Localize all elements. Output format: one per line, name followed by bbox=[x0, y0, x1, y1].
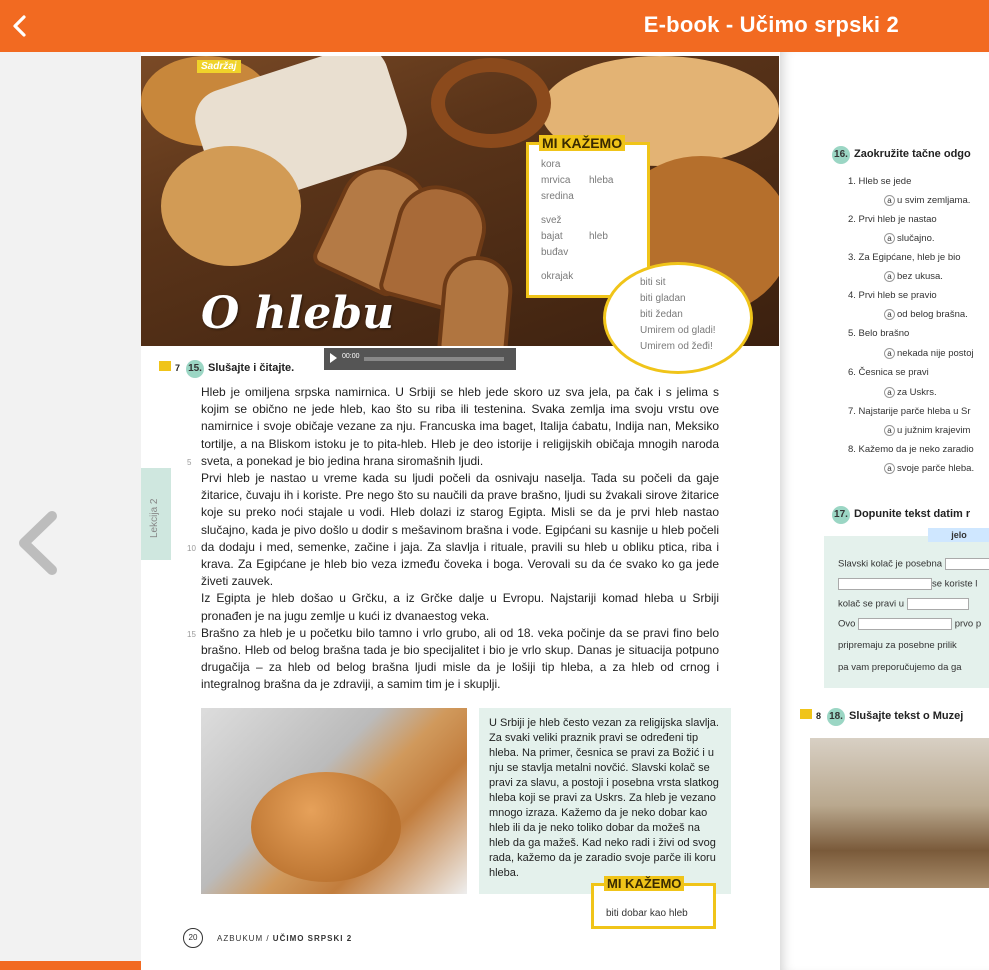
fill-text: se koriste l bbox=[932, 578, 978, 590]
left-page bbox=[141, 52, 780, 970]
fill-line: pripremaju za posebne prilik bbox=[838, 640, 957, 651]
option-marker: a bbox=[884, 425, 895, 436]
fill-text: prvo p bbox=[954, 618, 982, 630]
app-title: E-book - Učimo srpski 2 bbox=[643, 12, 899, 37]
exercise-number: 15. bbox=[186, 360, 204, 378]
mi-kazemo-phrase: biti dobar kao hleb bbox=[606, 908, 688, 919]
fill-text: kolač se pravi u bbox=[838, 598, 905, 610]
phrases-circle bbox=[603, 262, 753, 374]
exercise-number: 17. bbox=[832, 506, 850, 524]
answer-text: bez ukusa. bbox=[897, 271, 943, 282]
line-number: 15 bbox=[187, 630, 196, 639]
answer-option[interactable] bbox=[884, 425, 970, 436]
blank-input[interactable] bbox=[945, 558, 989, 570]
exercise-17-heading bbox=[832, 506, 970, 524]
answer-text: svoje parče hleba. bbox=[897, 463, 975, 474]
pretzel-image bbox=[431, 58, 551, 148]
lesson-title: O hlebu bbox=[201, 288, 395, 339]
question: 2. Prvi hleb je nastao bbox=[848, 214, 937, 225]
question: 1. Hleb se jede bbox=[848, 176, 912, 187]
option-marker: a bbox=[884, 309, 895, 320]
progress-strip bbox=[0, 961, 141, 970]
museum-photo bbox=[810, 738, 989, 888]
bread-image bbox=[251, 772, 401, 882]
lesson-tab[interactable] bbox=[141, 468, 171, 560]
back-icon[interactable] bbox=[6, 12, 34, 40]
page-footer bbox=[217, 934, 352, 943]
blank-input[interactable] bbox=[858, 618, 952, 630]
answer-option[interactable] bbox=[884, 233, 935, 244]
contents-link[interactable]: Sadržaj bbox=[197, 60, 241, 73]
vocab-word: bajat bbox=[541, 231, 563, 242]
exercise-number: 18. bbox=[827, 708, 845, 726]
fill-line bbox=[838, 618, 981, 630]
answer-option[interactable] bbox=[884, 195, 970, 206]
audio-progress-bar[interactable] bbox=[364, 357, 504, 361]
track-number: 8 bbox=[816, 711, 822, 721]
vocab-word: hleba bbox=[589, 175, 614, 186]
phrase: biti gladan bbox=[640, 293, 686, 304]
answer-option[interactable] bbox=[884, 463, 974, 474]
audio-time: 00:00 bbox=[342, 353, 360, 360]
blank-input[interactable] bbox=[907, 598, 969, 610]
vocab-word: kora bbox=[541, 159, 561, 170]
mi-kazemo-title: MI KAŽEMO bbox=[604, 876, 684, 891]
speaker-icon[interactable] bbox=[800, 709, 812, 719]
fill-text: Slavski kolač je posebna bbox=[838, 558, 943, 570]
paragraph: Brašno za hleb je u početku bilo tamno i vrlo grubo, ali od 18. veka počinje da se pravi fino belo brašno. Hleb od belog brašna tada je bio specijalitet i bio je vrlo skup. Danas je situacija potpuno drugačija – za hleb od belog brašna ljudi misle da je lošiji tip hleba, a za hleb od crnog i integralnog brašna da je zdraviji, a samim tim je i skuplji. bbox=[201, 625, 719, 692]
footer-book-title: UČIMO SRPSKI 2 bbox=[272, 934, 353, 943]
phrase: biti žedan bbox=[640, 309, 683, 320]
line-number: 5 bbox=[187, 458, 192, 467]
exercise-15-heading bbox=[159, 360, 294, 378]
answer-text: za Uskrs. bbox=[897, 387, 937, 398]
vocab-word: okrajak bbox=[541, 271, 574, 282]
page-number: 20 bbox=[183, 928, 203, 948]
vocab-word: hleb bbox=[589, 231, 608, 242]
line-number: 10 bbox=[187, 544, 196, 553]
right-page bbox=[780, 52, 989, 970]
play-icon[interactable] bbox=[330, 353, 337, 363]
answer-option[interactable] bbox=[884, 348, 974, 359]
reading-text bbox=[201, 384, 719, 694]
exercise-18-heading bbox=[800, 708, 963, 726]
paragraph: Prvi hleb je nastao u vreme kada su ljudi počeli da osnivaju naselja. Tada su počeli da gaje žitarice, čuvaju ih i koriste. Pre nego što su naučili da prave brašno, ljudi su žvakali sirove žitarice koje su preko noći stajale u vodi. Hleb dolazi iz starog Egipta. Misli se da je prvi hleb nastao slučajno, kada je pivo došlo u dodir s mešavinom brašna i vode. Egipćani su kasnije u hleb počeli da dodaju i med, semenke, začine i jaja. Za slavlja i rituale, pravili su hleb u obliku ptica, riba i krava. Za Egipćane je hleb bio veza između čoveka i boga. Verovali su da će svako ko ga jede živeti zauvek. bbox=[201, 471, 719, 589]
audio-player[interactable] bbox=[324, 348, 516, 370]
info-box bbox=[479, 708, 731, 894]
previous-page-icon[interactable] bbox=[14, 508, 60, 578]
option-marker: a bbox=[884, 348, 895, 359]
bread-image bbox=[161, 146, 301, 266]
paragraph: Iz Egipta je hleb došao u Grčku, a iz Grčke dalje u Evropu. Najstariji komad hleba u Srbiji pronađen je na jugu zemlje u kući iz dvanaestog veka. bbox=[201, 591, 719, 623]
exercise-number: 16. bbox=[832, 146, 850, 164]
answer-option[interactable] bbox=[884, 271, 943, 282]
blank-input[interactable] bbox=[838, 578, 932, 590]
slavski-kolac-photo bbox=[201, 708, 467, 894]
footer-publisher: AZBUKUM / bbox=[217, 934, 270, 943]
info-text: U Srbiji je hleb često vezan za religijska slavlja. Za svaki veliki praznik pravi se određeni tip hleba. Na primer, česnica se pravi za Božić i u nju se stavlja metalni novčić. Slavski kolač se pravi za slavu, a postoji i posebna vrsta slatkog hleba koji se pravi za Uskrs. Za hleb je vezano mnogo izraza. Kažemo da je neko dobar kao hleb ili da je neko toliko dobar da možeš na hleb da ga mažeš. Kad neko radi i živi od svog rada, kažemo da je zaradio svoje parče ili koru hleba. bbox=[489, 717, 719, 879]
exercise-title: Slušajte tekst o Muzej bbox=[849, 710, 964, 722]
vocab-word: mrvica bbox=[541, 175, 571, 186]
answer-text: od belog brašna. bbox=[897, 309, 968, 320]
question: 7. Najstarije parče hleba u Sr bbox=[848, 406, 971, 417]
fill-line bbox=[838, 578, 977, 590]
option-marker: a bbox=[884, 387, 895, 398]
track-number: 7 bbox=[175, 363, 181, 373]
question: 4. Prvi hleb se pravio bbox=[848, 290, 937, 301]
vocab-word: svež bbox=[541, 215, 562, 226]
phrase: Umirem od žeđi! bbox=[640, 341, 713, 352]
mi-kazemo-title: MI KAŽEMO bbox=[539, 135, 625, 151]
paragraph: Hleb je omiljena srpska namirnica. U Srbiji se hleb jede skoro uz sva jela, pa čak i s jelima s kojim se obično ne jede hleb, kao što su riba ili testenina. Svaka zemlja ima svoju vrstu ove namirnice i svoje običaje vezane za nju. Francuska ima baget, Italija ćabatu, Indija nan, Meksiko tortilje, a na Bliskom istoku je to pita-hleb. Hleb je deo istorije i religijskih običaja mnogih naroda sveta, a ponekad je bio jedina hrana siromašnih ljudi. bbox=[201, 385, 719, 468]
fill-line bbox=[838, 598, 969, 610]
fill-text: Ovo bbox=[838, 618, 856, 630]
option-marker: a bbox=[884, 463, 895, 474]
fill-line: pa vam preporučujemo da ga bbox=[838, 662, 962, 673]
exercise-title: Zaokružite tačne odgo bbox=[854, 148, 971, 160]
speaker-icon[interactable] bbox=[159, 361, 171, 371]
answer-text: u južnim krajevim bbox=[897, 425, 971, 436]
lesson-tab-label: Lekcija 2 bbox=[149, 498, 160, 538]
exercise-title: Slušajte i čitajte. bbox=[208, 362, 295, 374]
phrase: Umirem od gladi! bbox=[640, 325, 716, 336]
vocab-word: sredina bbox=[541, 191, 574, 202]
word-tag: jelo bbox=[928, 528, 989, 542]
option-marker: a bbox=[884, 271, 895, 282]
exercise-16-heading bbox=[832, 146, 971, 164]
question: 5. Belo brašno bbox=[848, 328, 910, 339]
question: 6. Česnica se pravi bbox=[848, 367, 929, 378]
question: 8. Kažemo da je neko zaradio bbox=[848, 444, 974, 455]
answer-option[interactable] bbox=[884, 309, 968, 320]
question: 3. Za Egipćane, hleb je bio bbox=[848, 252, 961, 263]
answer-text: u svim zemljama. bbox=[897, 195, 971, 206]
exercise-title: Dopunite tekst datim r bbox=[854, 508, 971, 520]
option-marker: a bbox=[884, 233, 895, 244]
fill-line bbox=[838, 558, 989, 570]
phrase: biti sit bbox=[640, 277, 666, 288]
answer-text: nekada nije postoj bbox=[897, 348, 974, 359]
app-header bbox=[0, 0, 989, 52]
vocab-word: buđav bbox=[541, 247, 569, 258]
mi-kazemo-box-2 bbox=[591, 876, 716, 929]
answer-text: slučajno. bbox=[897, 233, 935, 244]
option-marker: a bbox=[884, 195, 895, 206]
answer-option[interactable] bbox=[884, 387, 937, 398]
